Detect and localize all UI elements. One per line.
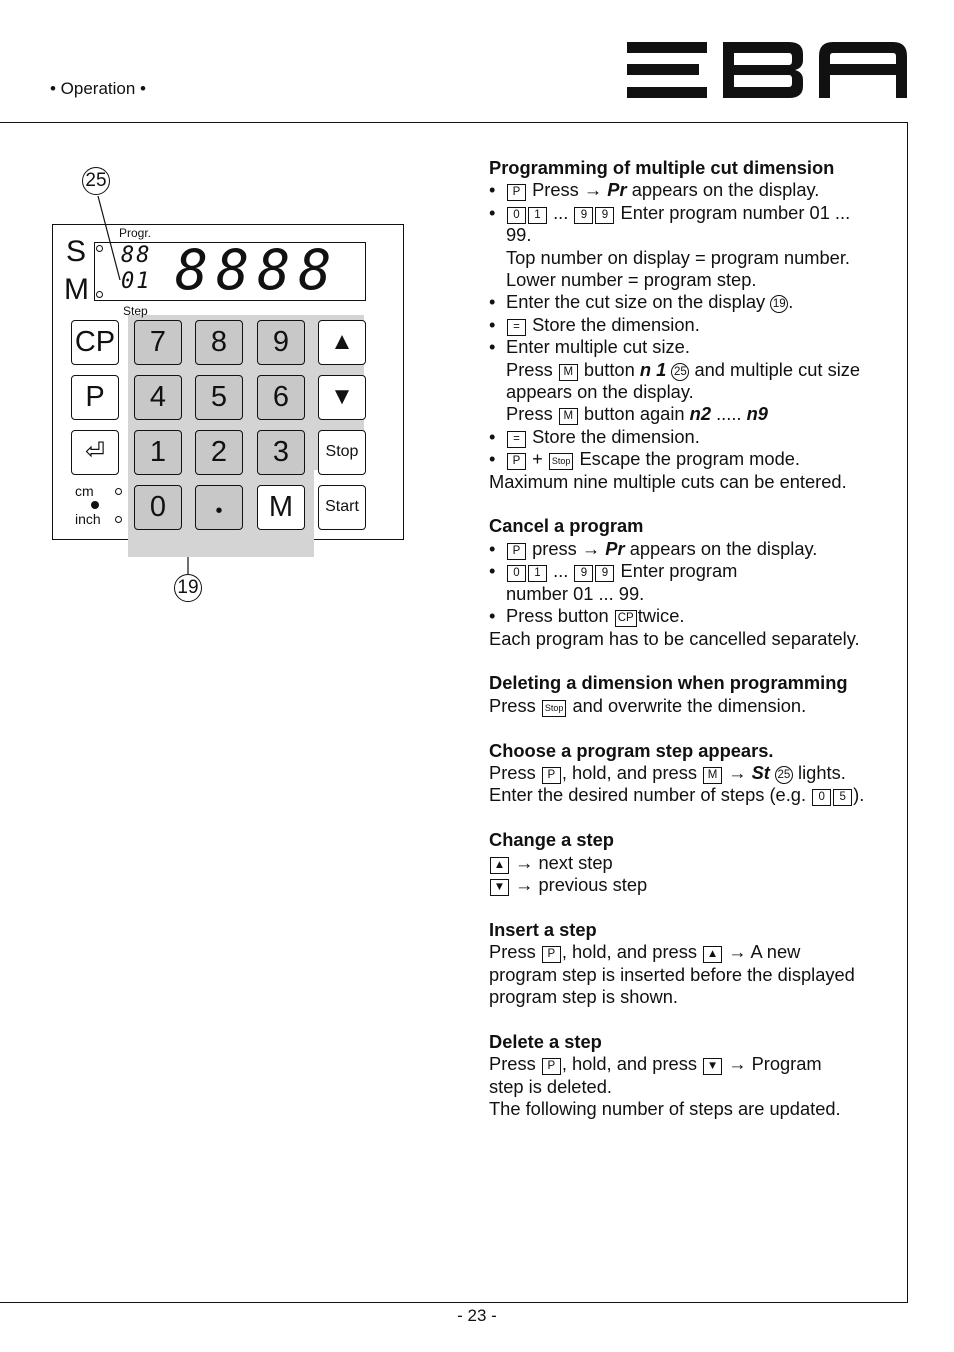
p-key-icon: P bbox=[542, 767, 561, 784]
start-key[interactable]: Start bbox=[318, 485, 366, 530]
cp-key-icon: CP bbox=[615, 610, 637, 627]
key-9-icon: 9 bbox=[595, 207, 614, 224]
instructions-column: Programming of multiple cut dimension • P Press → Pr appears on the display. • 0 1 ... 9 9 Enter program number 01 ... 99. Top number on display = program number. Lower number = program step. • Enter the cut size on the display 19 . • = Store the dimension. • Enter multiple cut size. Press M button n 1 25 and multiple cut size appears on the display. Press M button again n2 ..... n9 • = Store the dimension. • P + Stop Escape the program mode. Maximum nine multiple cuts can be entered. Cancel a program • P press → Pr appears on the display. • 0 1 ... 9 9 Enter program number 01 ... 99. • Press button CP twice. Each program has to be cancelled separately. Deleting a dimension when programming Press Stop and overwrite the dimension. Choose a program step appears. Press P , hold, and press M → St 25 lights. Enter the desired number of steps (e.g. 0 5 ). Change a step ▲ → next step ▼ → previous step Insert a step Press P , hold, and press ▲ → A new program step is inserted before the displayed program step is shown. Delete a step Press P , hold, and press ▼ → Program step is deleted. The following number of steps are updated. bbox=[489, 157, 899, 1120]
heading-delete-step: Delete a step bbox=[489, 1030, 602, 1052]
pr-display-symbol: Pr bbox=[607, 179, 627, 201]
equals-key-icon: = bbox=[507, 431, 526, 448]
step-number-digits: 01 bbox=[121, 269, 152, 294]
p-key-icon: P bbox=[507, 453, 526, 470]
top-rule bbox=[0, 122, 908, 123]
key-0[interactable]: 0 bbox=[134, 485, 182, 530]
list-item: • 0 1 ... 9 9 Enter program number 01 ... bbox=[489, 202, 899, 224]
callout-25: 25 bbox=[82, 167, 110, 195]
arrow-icon: → bbox=[583, 179, 603, 201]
key-9-icon: 9 bbox=[574, 565, 593, 582]
key-5[interactable]: 5 bbox=[195, 375, 243, 420]
key-0-icon: 0 bbox=[507, 207, 526, 224]
main-digits: 8888 bbox=[175, 238, 340, 302]
callout-25-icon: 25 bbox=[671, 363, 689, 381]
inch-label: inch bbox=[75, 511, 101, 527]
key-5-icon: 5 bbox=[833, 789, 852, 806]
p-key-icon: P bbox=[507, 543, 526, 560]
eba-logo bbox=[627, 42, 907, 98]
key-9-icon: 9 bbox=[595, 565, 614, 582]
down-key-icon: ▼ bbox=[703, 1058, 722, 1075]
key-3[interactable]: 3 bbox=[257, 430, 305, 475]
key-1-icon: 1 bbox=[528, 207, 547, 224]
callout-25-icon: 25 bbox=[775, 766, 793, 784]
list-item: • 0 1 ... 9 9 Enter program bbox=[489, 560, 899, 582]
arrow-icon: → bbox=[515, 851, 534, 873]
cm-led bbox=[115, 488, 122, 495]
m-key[interactable]: M bbox=[257, 485, 305, 530]
heading-deleting: Deleting a dimension when programming bbox=[489, 672, 848, 694]
stop-key[interactable]: Stop bbox=[318, 430, 366, 475]
key-2[interactable]: 2 bbox=[195, 430, 243, 475]
enter-key[interactable]: ⏎ bbox=[71, 430, 119, 475]
heading-insert-step: Insert a step bbox=[489, 918, 597, 940]
page-number: - 23 - bbox=[457, 1306, 497, 1325]
key-9-icon: 9 bbox=[574, 207, 593, 224]
n9-display-symbol: n9 bbox=[746, 403, 768, 425]
key-0-icon: 0 bbox=[812, 789, 831, 806]
stop-key-icon: Stop bbox=[542, 700, 567, 717]
up-key[interactable]: ▲ bbox=[318, 320, 366, 365]
led-display bbox=[94, 238, 366, 302]
list-item: • Enter multiple cut size. bbox=[489, 336, 899, 358]
cp-key[interactable]: CP bbox=[71, 320, 119, 365]
heading-choose-step: Choose a program step appears. bbox=[489, 739, 774, 761]
control-panel bbox=[52, 224, 404, 540]
st-display-symbol: St bbox=[751, 761, 770, 783]
key-9[interactable]: 9 bbox=[257, 320, 305, 365]
stop-key-icon: Stop bbox=[549, 453, 574, 470]
arrow-icon: → bbox=[728, 761, 747, 783]
bottom-rule bbox=[0, 1302, 908, 1303]
pr-display-symbol: Pr bbox=[605, 537, 625, 559]
arrow-icon: → bbox=[581, 537, 601, 559]
unit-indicator-dot bbox=[91, 501, 99, 509]
equals-key-icon: = bbox=[507, 319, 526, 336]
arrow-icon: → bbox=[728, 1053, 747, 1075]
arrow-icon: → bbox=[728, 941, 747, 963]
s-label: S bbox=[66, 235, 87, 268]
arrow-icon: → bbox=[515, 873, 534, 895]
list-item: • P + Stop Escape the program mode. bbox=[489, 448, 899, 470]
keypad-figure bbox=[40, 160, 420, 610]
list-item: • Enter the cut size on the display 19 . bbox=[489, 291, 899, 313]
heading-programming: Programming of multiple cut dimension bbox=[489, 157, 835, 178]
list-item: • = Store the dimension. bbox=[489, 426, 899, 448]
key-1-icon: 1 bbox=[528, 565, 547, 582]
key-6[interactable]: 6 bbox=[257, 375, 305, 420]
list-item: • = Store the dimension. bbox=[489, 314, 899, 336]
key-8[interactable]: 8 bbox=[195, 320, 243, 365]
key-4[interactable]: 4 bbox=[134, 375, 182, 420]
down-key-icon: ▼ bbox=[490, 879, 509, 896]
step-label: Step bbox=[123, 304, 148, 318]
callout-19: 19 bbox=[174, 574, 202, 602]
n1-display-symbol: n 1 bbox=[639, 358, 667, 380]
list-item: • Press button CP twice. bbox=[489, 605, 899, 627]
heading-change-step: Change a step bbox=[489, 829, 614, 851]
inch-led bbox=[115, 516, 122, 523]
m-label: M bbox=[64, 273, 89, 306]
program-number-digits: 88 bbox=[121, 243, 152, 268]
p-key-icon: P bbox=[542, 1058, 561, 1075]
p-key-icon: P bbox=[507, 184, 526, 201]
n2-display-symbol: n2 bbox=[689, 403, 711, 425]
down-key[interactable]: ▼ bbox=[318, 375, 366, 420]
p-key[interactable]: P bbox=[71, 375, 119, 420]
list-item: • P Press → Pr appears on the display. bbox=[489, 179, 899, 201]
m-key-icon: M bbox=[559, 408, 578, 425]
key-1[interactable]: 1 bbox=[134, 430, 182, 475]
p-key-icon: P bbox=[542, 946, 561, 963]
up-key-icon: ▲ bbox=[703, 946, 722, 963]
heading-cancel: Cancel a program bbox=[489, 515, 644, 537]
list-item: • P press → Pr appears on the display. bbox=[489, 538, 899, 560]
m-key-icon: M bbox=[559, 364, 578, 381]
right-rule bbox=[907, 122, 908, 1303]
cm-label: cm bbox=[75, 483, 94, 499]
m-key-icon: M bbox=[703, 767, 722, 784]
callout-19-icon: 19 bbox=[770, 295, 788, 313]
progr-label: Progr. bbox=[119, 226, 152, 240]
key-0-icon: 0 bbox=[507, 565, 526, 582]
key-dot[interactable]: • bbox=[195, 485, 243, 530]
up-key-icon: ▲ bbox=[490, 857, 509, 874]
key-7[interactable]: 7 bbox=[134, 320, 182, 365]
section-title: • Operation • bbox=[50, 79, 147, 98]
